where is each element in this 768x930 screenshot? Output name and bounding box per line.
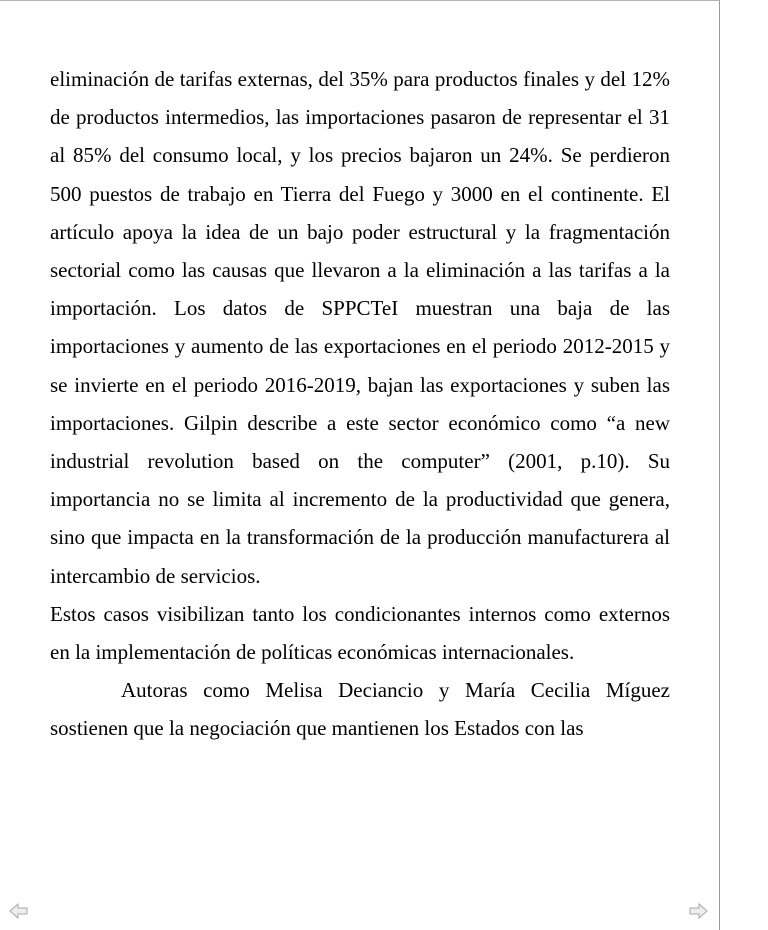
arrow-left-icon [9, 902, 29, 920]
paragraph-2: Estos casos visibilizan tanto los condicionantes internos como externos en la implementación de políticas económicas internacionales. [50, 601, 670, 665]
next-page-button[interactable] [688, 902, 708, 920]
paragraph-1: eliminación de tarifas externas, del 35% para productos finales y del 12% de productos intermedios, las importaciones pasaron de representar el 31 al 85% del consumo local, y los precios bajaron un 24%. Se perdieron 500 puestos de trabajo en Tierra del Fuego y 3000 en el continente. El artículo apoya la idea de un bajo poder estructural y la fragmentación sectorial como las causas que llevaron a la eliminación a las tarifas a la importación. Los datos de SPPCTeI muestran una baja de las importaciones y aumento de las exportaciones en el periodo 2012-2015 y se invierte en el periodo 2016-2019, bajan las exportaciones y suben las importaciones. Gilpin describe a este sector económico como “a new industrial revolution based on the computer” (2001, p.10). Su importancia no se limita al incremento de la productividad que genera, sino que impacta en la transformación de la producción manufacturera al intercambio de servicios. [50, 67, 670, 588]
arrow-right-icon [688, 902, 708, 920]
right-gutter [721, 0, 768, 930]
paragraph-3: Autoras como Melisa Deciancio y María Cecilia Míguez sostienen que la negociación que mantienen los Estados con las [50, 678, 670, 741]
previous-page-button[interactable] [9, 902, 29, 920]
page-body [50, 60, 670, 748]
